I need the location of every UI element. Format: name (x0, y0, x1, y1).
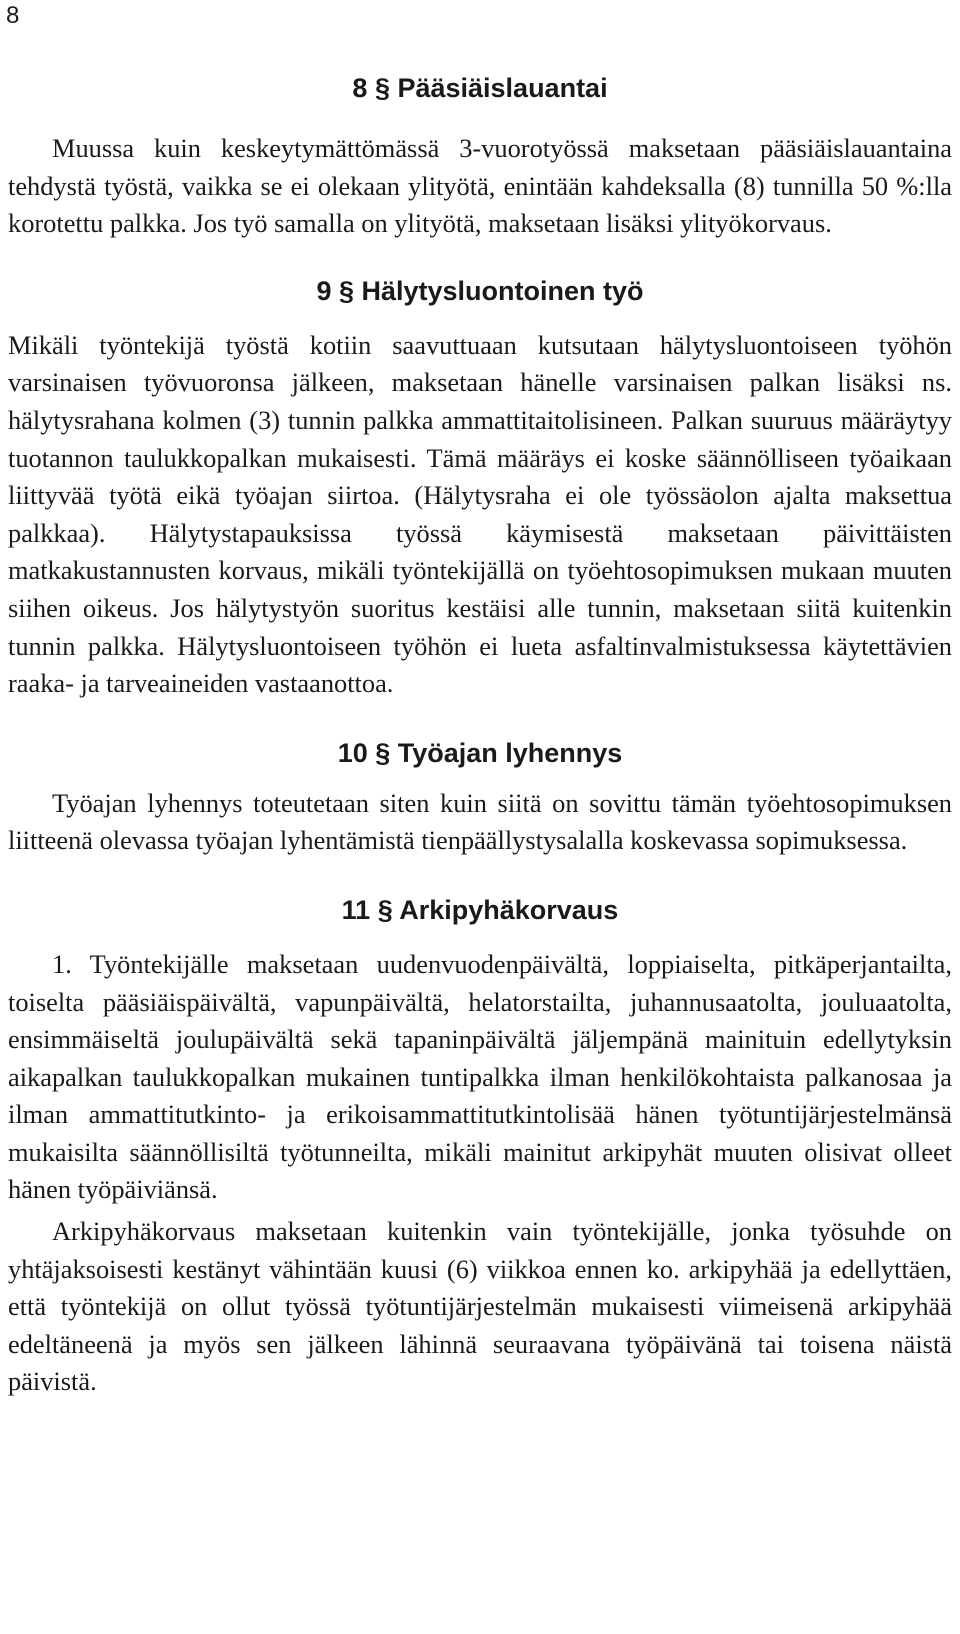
page-number: 8 (6, 2, 20, 29)
section-11-paragraph-1: 1. Työntekijälle maksetaan uudenvuodenpäivältä, loppiaiselta, pitkäperjantailta, toiselta pääsiäispäivältä, vapunpäivältä, helatorstailta, juhannusaatolta, jouluaatolta, ensimmäiseltä joulupäivältä sekä tapaninpäivältä jäljempänä mainituin edellytyksin aikapalkan taulukkopalkan mukainen tuntipalkka ilman henkilökohtaista palkanosaa ja ilman ammattitutkinto- ja erikoisammattitutkintolisää hänen työtuntijärjestelmänsä mukaisilta säännöllisiltä työtunneilta, mikäli mainitut arkipyhät muuten olisivat olleet hänen työpäiviänsä. (8, 948, 952, 1205)
section-10-paragraph: Työajan lyhennys toteutetaan siten kuin siitä on sovittu tämän työehtosopimuksen liitteenä olevassa työajan lyhentämistä tienpäällystysalalla koskevassa sopimuksessa. (8, 787, 952, 856)
section-8-paragraph: Muussa kuin keskeytymättömässä 3-vuorotyössä maksetaan pääsiäislauantaina tehdystä työstä, vaikka se ei olekaan ylityötä, enintään kahdeksalla (8) tunnilla 50 %:lla korotettu palkka. Jos työ samalla on ylityötä, maksetaan lisäksi ylityökorvaus. (8, 133, 952, 239)
section-9-paragraph: Mikäli työntekijä työstä kotiin saavuttuaan kutsutaan hälytysluontoiseen työhön varsinaisen työvuoronsa jälkeen, maksetaan hänelle varsinaisen palkan lisäksi ns. hälytysrahana kolmen (3) tunnin palkka ammattitaitolisineen. Palkan suuruus määräytyy tuotannon taulukkopalkan mukaisesti. Tämä määräys ei koske säännölliseen työaikaan liittyvää työtä eikä työajan siirtoa. (Hälytysraha ei ole työssäolon ajalta maksettua palkkaa). Hälytystapauksissa työssä käymisestä maksetaan päivittäisten matkakustannusten korvaus, mikäli työntekijällä on työehtosopimuksen mukaan muuten siihen oikeus. Jos hälytystyön suoritus kestäisi alle tunnin, maksetaan siitä kuitenkin tunnin palkka. Hälytysluontoiseen työhön ei lueta asfaltinvalmistuksessa käytettävien raaka- ja tarveaineiden vastaanottoa. (8, 329, 952, 699)
section-10-heading: 10 § Työajan lyhennys (337, 737, 623, 768)
section-9-heading: 9 § Hälytysluontoinen työ (316, 275, 644, 306)
section-8-heading: 8 § Pääsiäislauantai (352, 73, 608, 103)
section-11-heading: 11 § Arkipyhäkorvaus (341, 894, 619, 925)
document-body (8, 68, 952, 1401)
section-11-paragraph-2: Arkipyhäkorvaus maksetaan kuitenkin vain työntekijälle, jonka työsuhde on yhtäjaksoisesti kestänyt vähintään kuusi (6) viikkoa ennen ko. arkipyhää ja edellyttäen, että työntekijä on ollut työssä työtuntijärjestelmän mukaisesti viimeisenä arkipyhää edeltäneenä ja myös sen jälkeen lähinnä seuraavana työpäivänä tai toisena näistä päivistä. (8, 1216, 952, 1397)
